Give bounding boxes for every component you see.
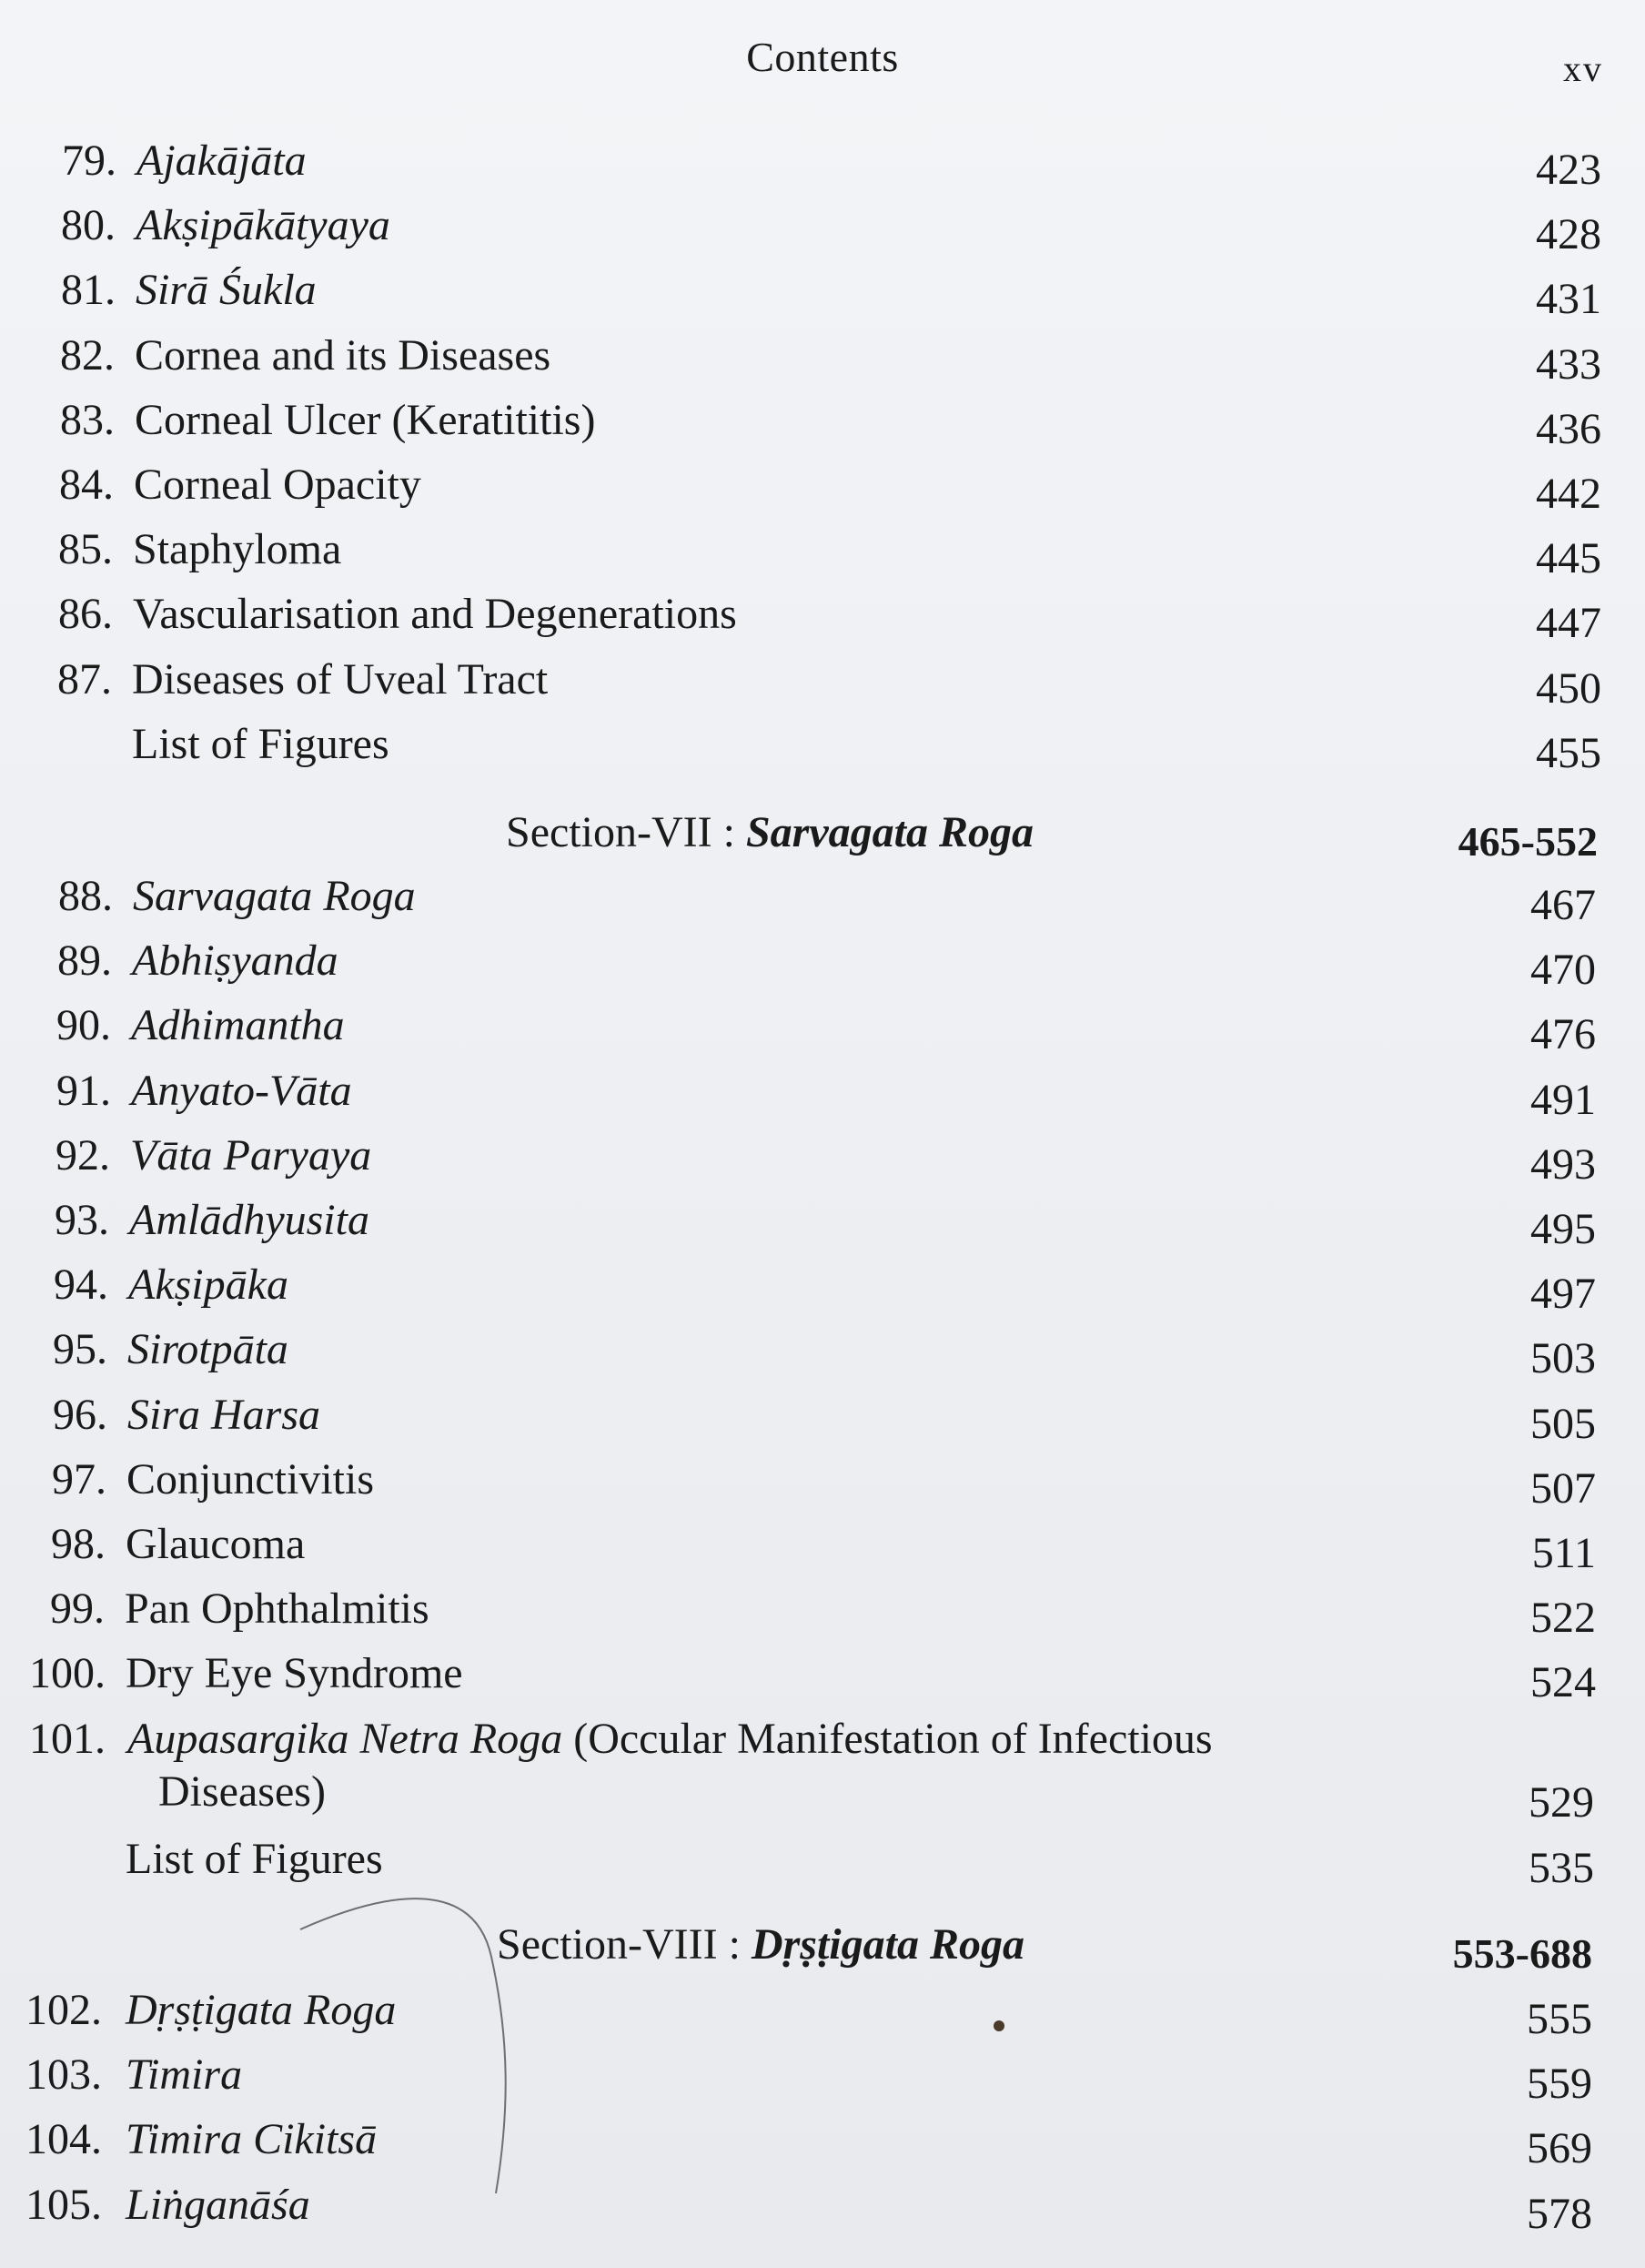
section-name: Dṛṣṭigata Roga: [751, 1920, 1024, 1969]
entry-page-number: 535: [1529, 1844, 1594, 1892]
entry-title: Anyato-Vāta: [131, 1067, 352, 1115]
entry-title: Dry Eye Syndrome: [126, 1649, 463, 1697]
section-number: Section-VII :: [506, 808, 746, 856]
entry-number: 92.: [56, 1131, 110, 1180]
entry-title: Pan Ophthalmitis: [125, 1585, 429, 1633]
entry-title: Akṣipāka: [128, 1261, 288, 1309]
running-title: Contents: [746, 34, 899, 80]
entry-number: 82.: [60, 331, 115, 380]
entry-title: Dṛṣṭigata Roga: [126, 1986, 397, 2034]
entry-title-continuation: Diseases): [158, 1767, 326, 1816]
entry-page-number: 529: [1529, 1778, 1594, 1827]
toc-entry: [0, 389, 1645, 452]
toc-entry: [0, 1383, 1645, 1447]
toc-entry: [0, 1253, 1645, 1317]
entry-number: 98.: [51, 1520, 106, 1568]
toc-entry: [0, 1513, 1645, 1576]
section-page-range: 553-688: [1452, 1930, 1592, 1977]
entry-title: Sira Harsa: [127, 1391, 321, 1439]
entry-title: Staphyloma: [133, 525, 342, 573]
entry-title: Akṣipākātyaya: [136, 201, 390, 249]
section-page-range: 465-552: [1458, 818, 1598, 865]
entry-title-rest: (Occular Manifestation of Infectious: [562, 1715, 1213, 1763]
entry-number: 102.: [25, 1986, 102, 2034]
entry-title: Vāta Paryaya: [130, 1131, 372, 1180]
toc-entry: [0, 929, 1645, 993]
section-name: Sarvagata Roga: [745, 808, 1034, 856]
entry-title: Sirā Śukla: [136, 266, 317, 314]
entry-page-number: 447: [1536, 599, 1601, 647]
entry-title: Timira Cikitsā: [126, 2115, 378, 2163]
section-heading: [0, 801, 1645, 865]
entry-page-number: 524: [1530, 1658, 1596, 1706]
page-folio: xv: [1563, 48, 1603, 89]
entry-number: 99.: [50, 1585, 105, 1633]
toc-entry: [0, 1124, 1645, 1188]
toc-entry: [0, 1577, 1645, 1641]
entry-number: 91.: [56, 1067, 111, 1115]
entry-page-number: 505: [1530, 1400, 1596, 1448]
entry-page-number: 433: [1536, 340, 1601, 389]
entry-page-number: 476: [1530, 1010, 1596, 1058]
entry-title: Cornea and its Diseases: [135, 331, 551, 380]
entry-page-number: 450: [1536, 664, 1601, 713]
toc-entry: [0, 582, 1645, 646]
entry-page-number: 470: [1530, 946, 1596, 994]
entry-title: Corneal Opacity: [134, 461, 421, 509]
toc-entry: [0, 1448, 1645, 1512]
entry-page-number: 497: [1530, 1270, 1596, 1318]
entry-number: 95.: [53, 1325, 107, 1373]
entry-page-number: 423: [1536, 146, 1601, 194]
entry-number: 80.: [61, 201, 116, 249]
entry-title: Liṅganāśa: [126, 2181, 310, 2229]
toc-entry: [0, 129, 1645, 193]
entry-number: 94.: [54, 1261, 108, 1309]
entry-number: 87.: [57, 655, 112, 704]
entry-title: Timira: [126, 2050, 243, 2099]
entry-title: Glaucoma: [126, 1520, 306, 1568]
entry-number: 93.: [55, 1196, 109, 1244]
entry-title: Conjunctivitis: [126, 1455, 375, 1504]
entry-number: 89.: [57, 937, 112, 985]
toc-entry: [0, 258, 1645, 322]
toc-entry: [0, 1642, 1645, 1706]
entry-number: 79.: [62, 137, 116, 185]
section-label: [506, 801, 1034, 865]
entry-number: 83.: [60, 396, 115, 444]
toc-entry: [0, 1189, 1645, 1252]
entry-title: Sarvagata Roga: [133, 872, 416, 920]
entry-page-number: 495: [1530, 1205, 1596, 1253]
entry-page-number: 559: [1527, 2060, 1592, 2108]
entry-number: 84.: [59, 461, 114, 509]
entry-title: Vascularisation and Degenerations: [133, 590, 737, 638]
entry-title: List of Figures: [132, 720, 389, 768]
entry-number: 97.: [52, 1455, 106, 1504]
toc-entry: [0, 2173, 1645, 2237]
entry-title: Corneal Ulcer (Keratititis): [135, 396, 596, 444]
entry-page-number: 467: [1530, 881, 1596, 929]
entry-title: Ajakājāta: [136, 137, 307, 185]
entry-number: 105.: [25, 2181, 102, 2229]
entry-page-number: 578: [1527, 2190, 1592, 2238]
entry-title-italic: Aupasargika Netra Roga: [127, 1715, 563, 1763]
toc-entry: [0, 2043, 1645, 2107]
section-heading: [0, 1913, 1645, 1977]
entry-page-number: 455: [1536, 729, 1601, 777]
entry-number: 96.: [53, 1391, 107, 1439]
entry-title: Diseases of Uveal Tract: [132, 655, 549, 704]
toc-entry: [0, 994, 1645, 1058]
entry-page-number: 491: [1530, 1076, 1596, 1124]
toc-entry: [0, 1828, 1645, 1891]
entry-page-number: 493: [1530, 1140, 1596, 1189]
entry-page-number: 511: [1531, 1529, 1596, 1577]
entry-page-number: 442: [1536, 470, 1601, 518]
entry-number: 85.: [58, 525, 113, 573]
entry-title: Amlādhyusita: [129, 1196, 369, 1244]
toc-entry: [0, 865, 1645, 928]
section-label: [497, 1913, 1024, 1977]
toc-entry: [0, 1318, 1645, 1382]
toc-entry: [0, 194, 1645, 258]
entry-page-number: 503: [1530, 1334, 1596, 1382]
entry-page-number: 445: [1536, 534, 1601, 582]
entry-number: 100.: [29, 1649, 106, 1697]
entry-page-number: 428: [1536, 210, 1601, 258]
entry-number: 90.: [56, 1001, 111, 1049]
entry-title: List of Figures: [126, 1835, 383, 1883]
entry-page-number: 436: [1536, 405, 1601, 453]
toc-entry: [0, 518, 1645, 582]
entry-number: 88.: [58, 872, 113, 920]
entry-page-number: 522: [1530, 1594, 1596, 1642]
entry-page-number: 431: [1536, 275, 1601, 323]
toc-entry: [0, 648, 1645, 712]
entry-title: Adhimantha: [131, 1001, 345, 1049]
entry-page-number: 569: [1527, 2124, 1592, 2172]
toc-entry: [0, 453, 1645, 517]
entry-title: Sirotpāta: [127, 1325, 288, 1373]
entry-number: 101.: [29, 1715, 106, 1763]
toc-entry: [0, 1059, 1645, 1123]
toc-entry: [0, 1979, 1645, 2042]
toc-entry: [0, 324, 1645, 388]
entry-number: 104.: [25, 2115, 102, 2163]
entry-title: Abhiṣyanda: [132, 937, 338, 985]
entry-number: 81.: [61, 266, 116, 314]
toc-entry: [0, 1707, 1645, 1835]
toc-entry: [0, 2108, 1645, 2172]
entry-number: 86.: [58, 590, 113, 638]
section-number: Section-VIII :: [497, 1920, 752, 1969]
entry-number: 103.: [25, 2050, 102, 2099]
entry-page-number: 555: [1527, 1995, 1592, 2043]
toc-entry: [0, 713, 1645, 776]
entry-page-number: 507: [1530, 1464, 1596, 1513]
